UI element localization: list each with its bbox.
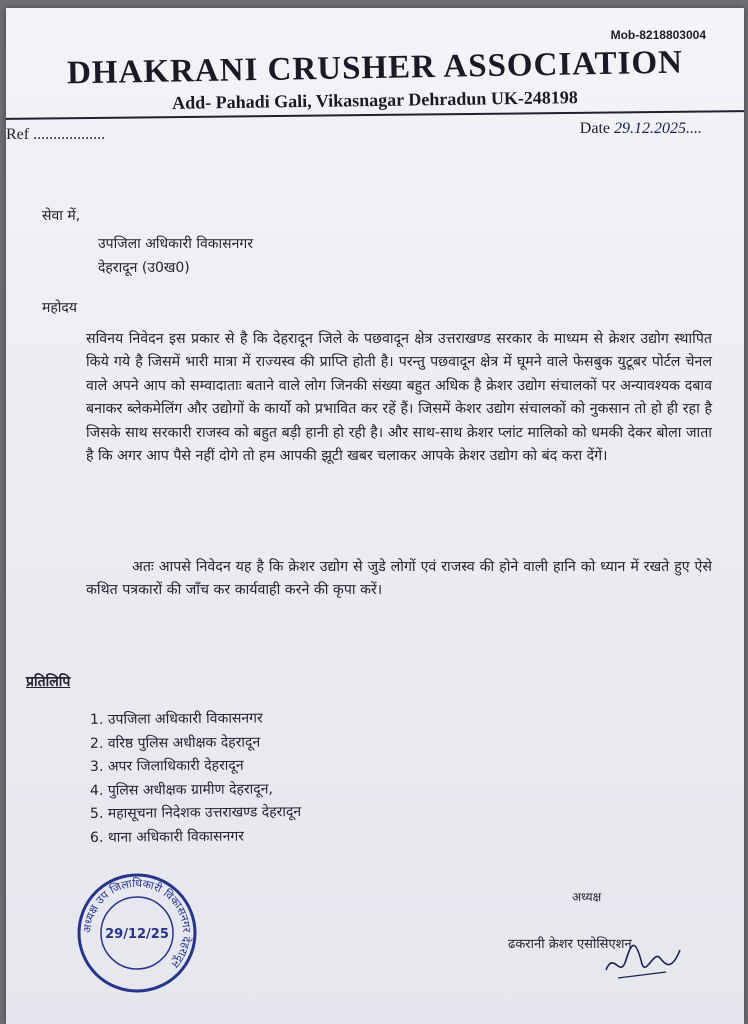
stamp-ring-text: अध्यक्ष उप जिलाधिकारी विकासनगर देहरादून (80, 876, 194, 971)
signatory-organization: ढकरानी क्रेशर एसोसिएशन (508, 937, 632, 952)
copy-item: 3. अपर जिलाधिकारी देहरादून (89, 757, 244, 775)
copy-item: 5. महासूचना निदेशक उत्तराखण्ड देहरादून (89, 804, 302, 822)
recipient-address (98, 232, 253, 280)
organization-address: Add- Pahadi Gali, Vikasnagar Dehradun UK-248198 (171, 87, 578, 113)
greeting: महोदय (42, 300, 77, 316)
official-stamp (74, 870, 200, 996)
organization-name: DHAKRANI CRUSHER ASSOCIATION (66, 44, 684, 92)
letter-page (6, 8, 744, 1024)
handwritten-signature (596, 920, 686, 990)
stamp-date: 29/12/25 (105, 927, 169, 942)
ref-field (6, 126, 105, 144)
body-paragraph-2: अतः आपसे निवेदन यह है कि क्रेशर उद्योग से जुडे लोगों एवं राजस्व की होने वाली हानि को ध्यान में रखते हुए ऐसे कथित पत्रकारों की जाँच कर कार्यवाही करने की कृपा करें। (86, 559, 712, 599)
copies-title: प्रतिलिपि (26, 674, 71, 690)
recipient-line-2: देहरादून (उ0ख0) (98, 260, 190, 276)
copy-item: 6. थाना अधिकारी विकासनगर (89, 828, 245, 846)
date-label: Date (579, 120, 610, 137)
body-paragraph-1: सविनय निवेदन इस प्रकार से है कि देहरादून जिले के पछवादून क्षेत्र उत्तराखण्ड सरकार के माध्यम से क्रेशर उद्योग स्थापित किये गये है जिसमें भारी मात्रा में राज्यस्व की प्राप्ति होती है। परन्तु पछवादून क्षेत्र में घूमने वाले फेसबुक युटूबर पोर्टल चेनल वाले अपने आप को सम्वादाताः बताने वाले लोग जिनकी संख्या बहुत अधिक है क्रेशर उद्योग संचालकों पर अन्यावश्यक दबाव बनाकर ब्लेकमेलिंग और उद्योगों के कार्यो को प्रभावित कर रहें हैं। जिसमें केशर उद्योग संचालकों को नुकसान तो हो ही रहा है जिसके साथ सरकारी राजस्व को बहुत बड़ी हानी हो रही है। और साथ-साथ क्रेशर प्लांट मालिको को धमकी देकर बोला जाता है कि अगर आप पैसे नहीं दोगे तो हम आपकी झूटी खबर चलाकर आपके क्रेशर उद्योग को बंद करा देंगें। (86, 331, 712, 465)
ref-label: Ref (6, 126, 30, 143)
mobile-number: Mob-8218803004 (610, 28, 706, 42)
signatory-designation: अध्यक्ष (572, 890, 602, 904)
ref-dots: .................. (33, 126, 106, 143)
date-value: 29.12.2025.... (614, 120, 702, 137)
copy-item: 2. वरिष्ठ पुलिस अधीक्षक देहरादून (89, 733, 261, 752)
recipient-line-1: उपजिला अधिकारी विकासनगर (98, 236, 253, 252)
copies-list (90, 708, 301, 849)
copy-item: 1. उपजिला अधिकारी विकासनगर (89, 710, 263, 728)
date-field (580, 120, 702, 138)
copy-item: 4. पुलिस अधीक्षक ग्रामीण देहरादून, (89, 780, 273, 799)
salutation: सेवा में, (42, 208, 81, 224)
